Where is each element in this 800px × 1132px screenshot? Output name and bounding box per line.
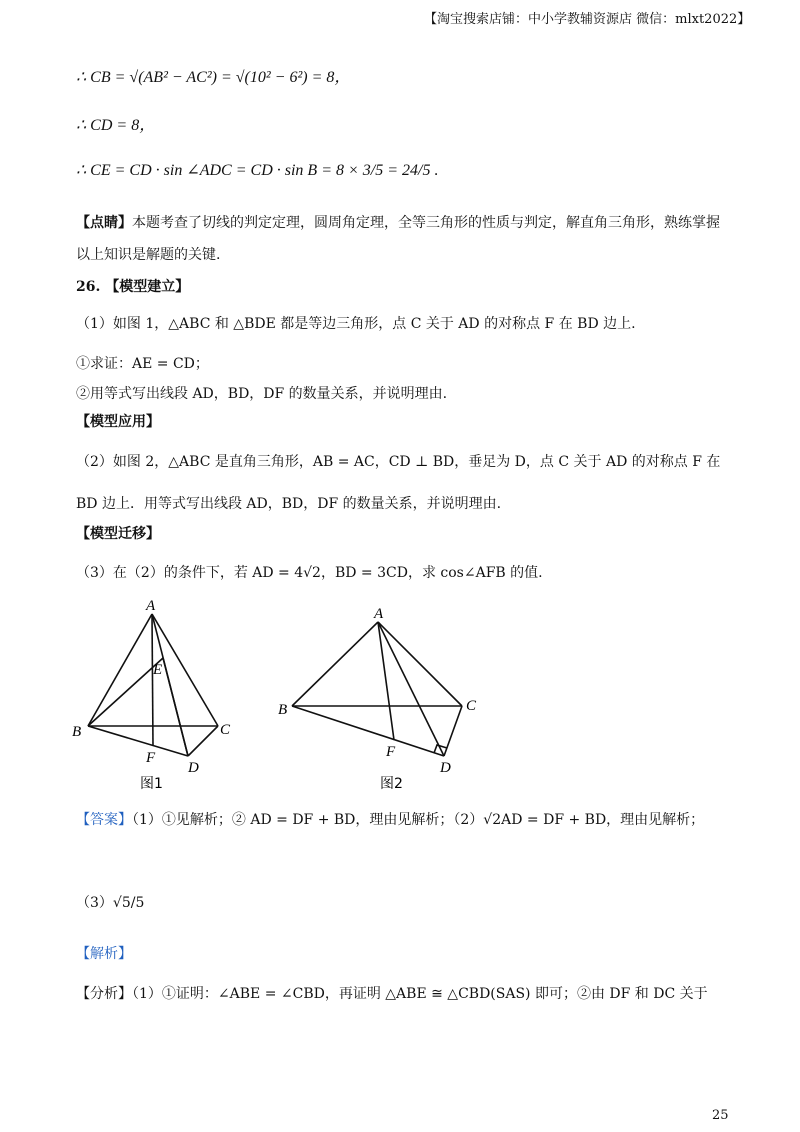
solution-line-cd: ∴ CD = 8， [76,117,156,134]
analysis-text: （1）①证明：∠ABE = ∠CBD，再证明 △ABE ≅ △CBD(SAS) 即可；②由 DF 和 DC 关于 [132,986,708,1002]
fig1-label-c: C [220,722,231,738]
fig1-label-e: E [153,662,163,678]
fig2-label-b: B [278,702,288,718]
analysis-tag: 【解析】 [76,946,132,962]
fig1-label-d: D [188,760,199,776]
fig2-segment-bd [292,706,444,756]
figure-1 [60,590,250,790]
fenxi-tag: 【分析】 [76,986,132,1002]
answer-tag: 【答案】 [76,812,132,828]
fig1-segment-be [88,658,163,726]
problem-number-title: 26. 【模型建立】 [76,279,190,295]
fig1-label-b: B [72,724,82,740]
fig1-segment-af [152,614,153,746]
problem-part2-line1: （2）如图 2，△ABC 是直角三角形，AB = AC，CD ⊥ BD，垂足为 D，点 C 关于 AD 的对称点 F 在 [76,454,721,470]
fig2-label-c: C [466,698,477,714]
fig2-label-a: A [374,606,384,622]
fig2-label-f: F [386,744,396,760]
header-shop-text: 【淘宝搜索店铺：中小学教辅资源店 微信：mlxt2022】 [424,12,751,27]
dianjing-text1: 本题考查了切线的判定定理，圆周角定理，全等三角形的性质与判定，解直角三角形，熟练掌握 [132,215,720,231]
fig1-segment-ed [163,658,188,756]
problem-part1-b: ②用等式写出线段 AD，BD，DF 的数量关系，并说明理由. [76,386,448,402]
answer-text: （1）①见解析；② AD = DF + BD，理由见解析；（2）√2AD = DF + BD，理由见解析； [132,812,705,828]
fig1-segment-cd [188,726,218,756]
fig2-caption: 图2 [380,776,403,792]
solution-line-cb: ∴ CB = √(AB² − AC²) = √(10² − 6²) = 8， [76,69,351,86]
fig2-segment-ab [292,622,378,706]
answer-line1 [76,810,704,830]
dianjing-tag: 【点睛】 [76,215,132,231]
fig1-label-f: F [146,750,156,766]
problem-part3: （3）在（2）的条件下，若 AD = 4√2，BD = 3CD，求 cos∠AFB 的值. [76,565,543,581]
section-model-application: 【模型应用】 [76,414,160,430]
section-model-transfer: 【模型迁移】 [76,526,160,542]
problem-part1-a: ①求证：AE = CD； [76,356,209,372]
fig2-segment-ad [378,622,444,756]
fig1-caption: 图1 [140,776,163,790]
fig1-segment-ab [88,614,152,726]
solution-line-ce: ∴ CE = CD · sin ∠ADC = CD · sin B = 8 × 3/5 = 24/5 . [76,162,439,179]
analysis-line1 [76,984,708,1004]
fig2-segment-ac [378,622,462,706]
fig1-label-a: A [146,598,156,614]
fig1-segment-bd [88,726,188,756]
dianjing-text2: 以上知识是解题的关键. [76,247,221,263]
page-number: 25 [712,1108,729,1123]
fig2-label-d: D [440,760,451,776]
dianjing-line1 [76,213,720,233]
figure-2 [270,596,490,792]
problem-part1: （1）如图 1，△ABC 和 △BDE 都是等边三角形，点 C 关于 AD 的对称点 F 在 BD 边上. [76,316,636,332]
problem-part2-line2: BD 边上．用等式写出线段 AD，BD，DF 的数量关系，并说明理由. [76,496,502,512]
answer-part3: （3）√5/5 [76,895,145,911]
